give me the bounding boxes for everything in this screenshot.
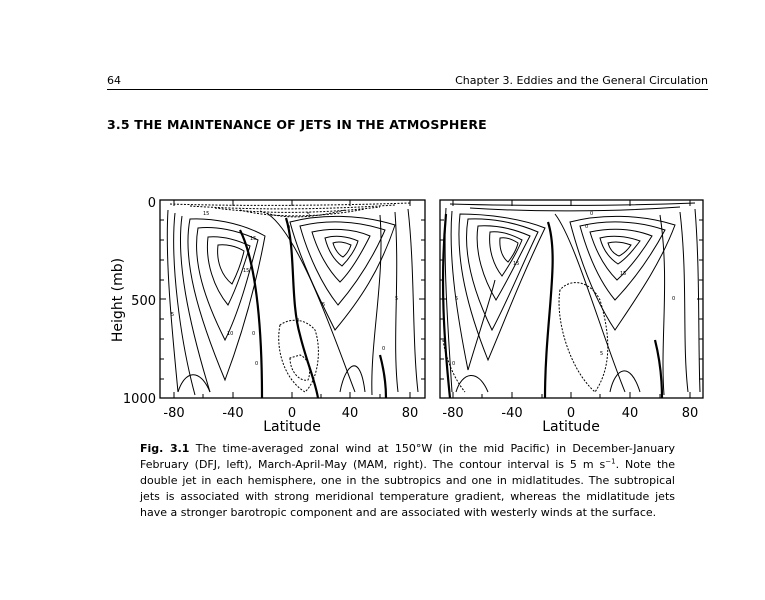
contour-label: 15 xyxy=(203,211,210,217)
contour-label: 5 xyxy=(171,312,175,318)
x-tick-label: 0 xyxy=(287,406,297,421)
contour-label: 15 xyxy=(243,268,250,274)
figure-label: Fig. 3.1 xyxy=(140,442,190,455)
right-panel xyxy=(440,200,703,398)
contour-label: 0 xyxy=(590,211,594,217)
contour-label: 10 xyxy=(227,331,234,337)
x-axis-label-left: Latitude xyxy=(263,419,321,435)
contour-label: 0 xyxy=(296,318,300,324)
chapter-title: Chapter 3. Eddies and the General Circulation xyxy=(455,74,708,87)
figure-caption xyxy=(140,441,675,521)
right-panel-contours xyxy=(443,203,700,398)
contour-label: 0 xyxy=(672,296,676,302)
x-axis-label-right: Latitude xyxy=(542,419,600,435)
contour-label: 0 xyxy=(382,346,386,352)
y-tick-label: 0 xyxy=(147,196,156,211)
contour-label: 5 xyxy=(455,296,459,302)
contour-label: 0 xyxy=(252,331,256,337)
x-tick-label: -40 xyxy=(222,406,244,421)
y-tick-label: 500 xyxy=(131,294,156,309)
contour-label: 5 xyxy=(322,302,326,308)
contour-label: 0 xyxy=(287,225,291,231)
x-tick-label: 80 xyxy=(681,406,699,421)
x-tick-label: 80 xyxy=(401,406,419,421)
x-tick-label: 40 xyxy=(621,406,639,421)
x-tick-label: -80 xyxy=(442,406,464,421)
contour-label: 15 xyxy=(250,236,257,242)
page-number: 64 xyxy=(107,74,121,87)
x-tick-label: -40 xyxy=(501,406,523,421)
contour-label: 0 xyxy=(255,361,259,367)
contour-label: 5 xyxy=(600,351,604,357)
caption-text-continued: . Note the double jet in each hemisphere, one in the subtropics and one in midlatitudes. The subtropical jets is associated with strong meridional temperature gradient, whereas the midlatitude jets have a stronger barotropic component and are associated with westerly winds at the surface. xyxy=(140,458,675,519)
contour-label: 0 xyxy=(585,224,589,230)
x-tick-label: -80 xyxy=(163,406,185,421)
left-panel-contour-labels xyxy=(171,211,398,367)
x-tick-label: 40 xyxy=(341,406,359,421)
contour-label: 5 xyxy=(395,296,399,302)
contour-label: 0 xyxy=(452,361,456,367)
caption-unit-exponent: −1 xyxy=(605,457,616,466)
left-panel-contours xyxy=(167,203,418,398)
contour-label: 15 xyxy=(513,261,520,267)
left-panel xyxy=(160,200,425,398)
section-heading: 3.5 THE MAINTENANCE OF JETS IN THE ATMOSPHERE xyxy=(107,117,487,132)
caption-text: The time-averaged zonal wind at 150°W (in the mid Pacific) in December-January February (DFJ, left), March-April-May (MAM, right). The contour interval is 5 m s xyxy=(140,442,675,471)
y-tick-label: 1000 xyxy=(122,392,156,407)
x-tick-label: 0 xyxy=(566,406,576,421)
contour-label: 15 xyxy=(620,271,627,277)
y-axis-label: Height (mb) xyxy=(110,257,126,343)
contour-label: 5 xyxy=(307,212,311,218)
